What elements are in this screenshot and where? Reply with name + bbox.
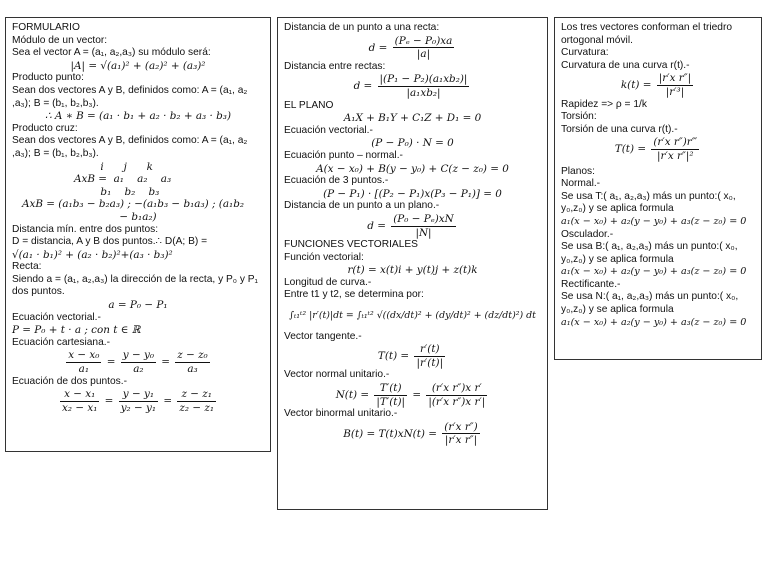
distancia-puntos-formula: √(a₁ · b₁)² + (a₂ · b₂)²+(a₃ · b₃)²	[12, 248, 173, 261]
rapidez-text: Rapidez => ρ = 1/k	[561, 98, 647, 110]
recta-dos-puntos-formula: $\frac{\text{x − x₁}}{\text{x₂ − x₁}}$ = $\frac{\text{y − y₁}}{\text{y₂ − y₁}}$ = $\frac{\text{z − z₁}}{\text{z₂ − z₁}}$	[62, 388, 214, 414]
curvatura-formula: k(t) = $\frac{\text{|r′x r″|}}{\text{|r′³|}}$	[620, 72, 692, 98]
plano-osculador-heading: Osculador.-	[561, 228, 614, 240]
vector-binormal-formula: B(t) = T(t)xN(t) = $\frac{\text{(r′x r″)}}{\text{|r′x r″|}}$	[343, 420, 478, 447]
distancia-puntos-heading: Distancia mín. entre dos puntos:	[12, 223, 159, 235]
torsion-text: Torsión de una curva r(t).-	[561, 123, 678, 135]
curvatura-text: Curvatura de una curva r(t).-	[561, 59, 690, 71]
torsion-heading: Torsión:	[561, 111, 597, 123]
dist-punto-recta-formula: d = $\frac{\text{(Pₑ − P₀)xa}}{|a|}$	[368, 34, 453, 61]
torsion-formula: T(t) = $\frac{\text{(r′x r″)r‴}}{\text{|r′x r″|²}}$	[614, 136, 698, 162]
funcion-vectorial-subheading: Función vectorial:	[284, 251, 364, 263]
recta-dos-puntos-heading: Ecuación de dos puntos.-	[12, 375, 127, 387]
cruz-matrix-row-2: AxB = a₁ a₂ a₃	[74, 173, 172, 186]
producto-cruz-text: Sean dos vectores A y B, definidos como: A = (a₁, a₂ ,a₃); B = (b₁, b₂,b₃).	[12, 135, 248, 159]
dist-punto-plano-formula: d = $\frac{\text{(P₀ − Pₑ)xN}}{|N|}$	[367, 212, 454, 239]
vector-normal-formula: N(t) = $\frac{T'(t)}{|T'(t)|}$ = $\frac{\text{(r′x r″)x r′}}{\text{|(r′x r″)x r′|}}$	[335, 382, 486, 408]
curvatura-heading: Curvatura:	[561, 47, 609, 59]
plano-normal-formula: a₁(x − x₀) + a₂(y − y₀) + a₃(z − z₀) = 0	[561, 215, 747, 227]
plano-osculador-formula: a₁(x − x₀) + a₂(y − y₀) + a₃(z − z₀) = 0	[561, 266, 747, 278]
dist-rectas-heading: Distancia entre rectas:	[284, 60, 386, 72]
recta-cartesiana-formula: $\frac{\text{x − x₀}}{\text{a₁}}$ = $\frac{\text{y − y₀}}{\text{a₂}}$ = $\frac{\text{z − z₀}}{\text{a₃}}$	[68, 349, 208, 376]
cruz-formula-line-2: − b₁a₂)	[119, 210, 157, 223]
cruz-formula-line-1: AxB = (a₁b₃ − b₂a₃) ; −(a₁b₃ − b₁a₃) ; (a₁b₂	[22, 198, 245, 211]
plano-punto-normal-formula: A(x − x₀) + B(y − y₀) + C(z − z₀) = 0	[316, 162, 509, 175]
formulario-title: FORMULARIO	[12, 22, 80, 33]
vector-tangente-formula: T(t) = $\frac{r'(t)}{|r'(t)|}$	[377, 343, 444, 369]
producto-punto-heading: Producto punto:	[12, 72, 84, 84]
longitud-curva-text: Entre t1 y t2, se determina por:	[284, 289, 424, 301]
formulario-panel-2	[277, 17, 548, 510]
plano-vectorial-formula: (P − P₀) · N = 0	[371, 137, 454, 150]
dist-punto-plano-heading: Distancia de un punto a un plano.-	[284, 200, 440, 212]
longitud-curva-heading: Longitud de curva.-	[284, 276, 372, 288]
vector-binormal-heading: Vector binormal unitario.-	[284, 408, 398, 420]
formulario-panel-1	[5, 17, 271, 452]
dist-rectas-formula: d = $\frac{\text{|(P₁ − P₂)(a₁xb₂)|}}{\text{|a₁xb₂|}}$	[353, 73, 468, 99]
distancia-puntos-text: D = distancia, A y B dos puntos.∴ D(A; B) =	[12, 236, 208, 248]
plano-vectorial-heading: Ecuación vectorial.-	[284, 124, 373, 136]
plano-rectificante-heading: Rectificante.-	[561, 278, 621, 290]
recta-heading: Recta:	[12, 261, 42, 273]
plano-osculador-text: Se usa B:( a₁, a₂,a₃) más un punto:( x₀, y₀,z₀) y se aplica formula	[561, 241, 738, 265]
triedro-intro: Los tres vectores conforman el triedro ortogonal móvil.	[561, 22, 732, 46]
plano-3-puntos-formula: (P − P₁) · [(P₂ − P₁)x(P₃ − P₁)] = 0	[323, 187, 502, 200]
recta-formula: a = P₀ − P₁	[108, 299, 168, 312]
formulario-panel-3	[554, 17, 762, 360]
modulo-heading: Módulo de un vector:	[12, 34, 108, 46]
dist-punto-recta-heading: Distancia de un punto a una recta:	[284, 22, 440, 33]
vector-normal-heading: Vector normal unitario.-	[284, 369, 390, 381]
modulo-text: Sea el vector A = (a₁, a₂,a₃) su módulo será:	[12, 47, 211, 59]
plano-rectificante-formula: a₁(x − x₀) + a₂(y − y₀) + a₃(z − z₀) = 0	[561, 316, 747, 328]
plano-rectificante-text: Se usa N:( a₁, a₂,a₃) más un punto:( x₀, y₀,z₀) y se aplica formula	[561, 291, 739, 316]
cruz-matrix-row-1: i j k	[74, 160, 153, 173]
recta-text: Siendo a = (a₁, a₂,a₃) la dirección de la recta, y P₀ y P₁ dos puntos.	[12, 273, 258, 298]
vector-tangente-heading: Vector tangente.-	[284, 330, 362, 342]
plano-punto-normal-heading: Ecuación punto – normal.-	[284, 149, 403, 161]
plano-heading: EL PLANO	[284, 99, 334, 111]
plano-3-puntos-heading: Ecuación de 3 puntos.-	[284, 175, 389, 187]
plano-normal-heading: Normal.-	[561, 178, 601, 190]
producto-punto-formula: ∴ A ∗ B = (a₁ · b₁ + a₂ · b₂ + a₃ · b₃)	[44, 110, 232, 123]
modulo-formula: |A| = √(a₁)² + (a₂)² + (a₃)²	[70, 59, 206, 72]
plano-normal-text: Se usa T:( a₁, a₂,a₃) más un punto:( x₀, y₀,z₀) y se aplica formula	[561, 190, 736, 215]
funcion-vectorial-formula: r(t) = x(t)i + y(t)j + z(t)k	[347, 264, 478, 277]
longitud-curva-formula: ∫ₜ₁ᵗ² |r′(t)|dt = ∫ₜ₁ᵗ² √((dx/dt)² + (dy/dt)² + (dz/dt)²) dt	[289, 310, 536, 322]
planos-heading: Planos:	[561, 165, 595, 177]
cruz-matrix-row-3: b₁ b₂ b₃	[74, 185, 160, 198]
funciones-vectoriales-heading: FUNCIONES VECTORIALES	[284, 239, 418, 251]
producto-cruz-heading: Producto cruz:	[12, 122, 78, 134]
plano-general-formula: A₁X + B₁Y + C₁Z + D₁ = 0	[343, 112, 482, 125]
recta-cartesiana-heading: Ecuación cartesiana.-	[12, 336, 110, 348]
producto-punto-text: Sean dos vectores A y B, definidos como: A = (a₁, a₂ ,a₃); B = (b₁, b₂,b₃).	[12, 84, 248, 109]
recta-vectorial-formula: P = P₀ + t · a ; con t ∈ ℝ	[12, 324, 141, 337]
recta-vectorial-heading: Ecuación vectorial.-	[12, 311, 101, 323]
